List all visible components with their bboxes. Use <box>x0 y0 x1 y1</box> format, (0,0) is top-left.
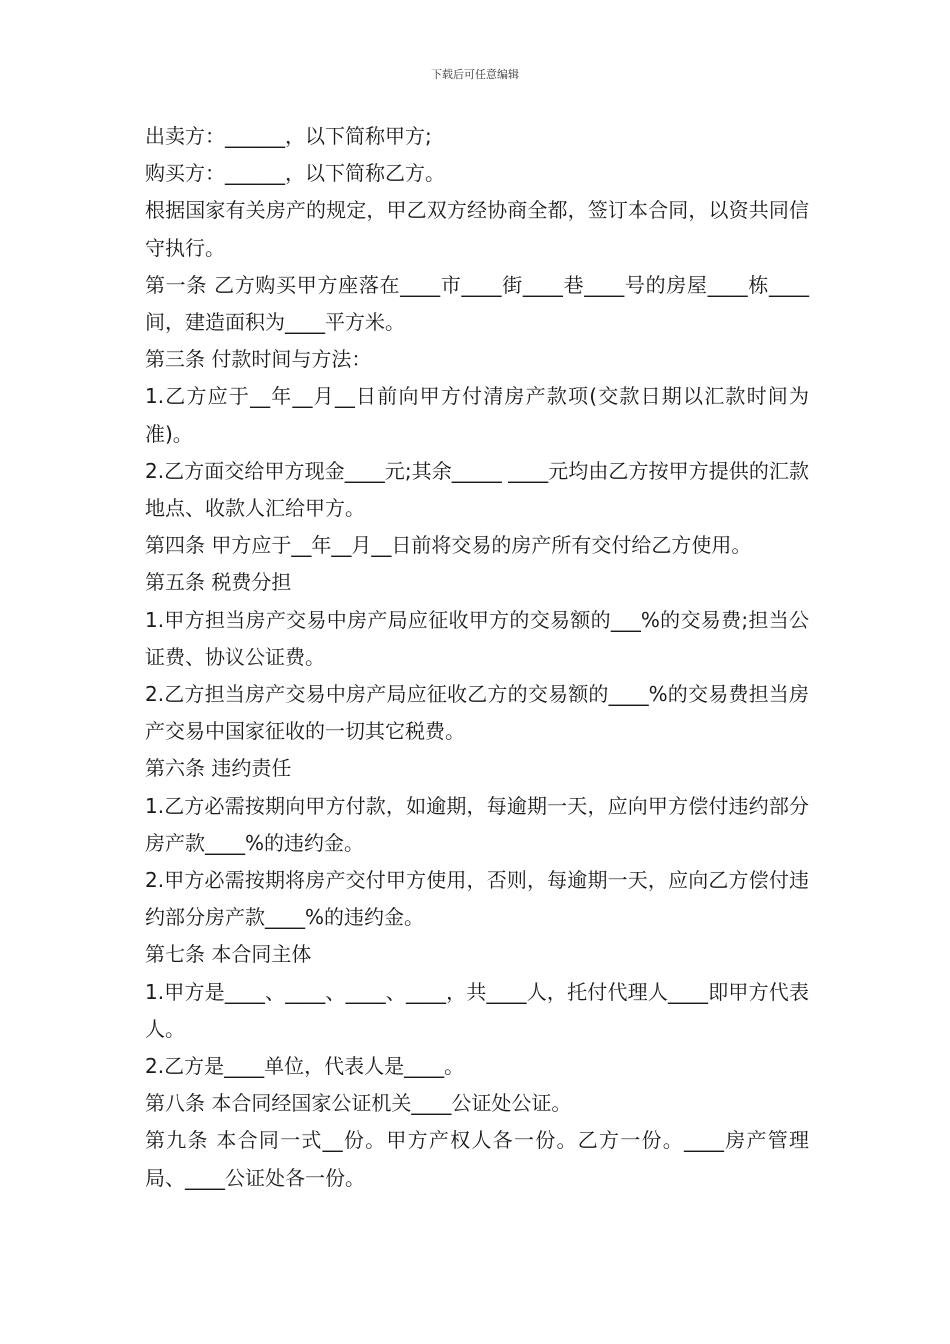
article-6-item-2: 2.甲方必需按期将房产交付甲方使用，否则，每逾期一天，应向乙方偿付违约部分房产款____%的违约金。 <box>145 868 809 930</box>
article-7-heading: 第七条 本合同主体 <box>145 942 312 967</box>
article-5-item-2: 2.乙方担当房产交易中房产局应征收乙方的交易额的____%的交易费担当房产交易中国家征收的一切其它税费。 <box>145 682 809 744</box>
article-1: 第一条 乙方购买甲方座落在____市____街____巷____号的房屋____栋____间，建造面积为____平方米。 <box>145 272 809 335</box>
article-3-item-2: 2.乙方面交给甲方现金____元;其余_____ ____元均由乙方按甲方提供的汇款地点、收款人汇给甲方。 <box>145 458 809 521</box>
seller-line: 出卖方：______，以下简称甲方; <box>145 124 432 148</box>
article-6-heading: 第六条 违约责任 <box>145 756 292 781</box>
article-5-item-1: 1.甲方担当房产交易中房产局应征收甲方的交易额的___%的交易费;担当公证费、协议公证费。 <box>145 607 809 669</box>
article-3-heading: 第三条 付款时间与方法： <box>145 347 372 372</box>
contract-body <box>145 118 809 1197</box>
article-9: 第九条 本合同一式__份。甲方产权人各一份。乙方一份。____房产管理局、____公证处各一份。 <box>145 1128 809 1190</box>
preamble: 根据国家有关房产的规定，甲乙双方经协商全都，签订本合同，以资共同信守执行。 <box>145 198 809 260</box>
page-header: 下载后可任意编辑 <box>431 68 519 81</box>
buyer-line: 购买方：______，以下简称乙方。 <box>145 161 445 186</box>
article-6-item-1: 1.乙方必需按期向甲方付款，如逾期，每逾期一天，应向甲方偿付违约部分房产款____%的违约金。 <box>145 793 809 855</box>
article-3-item-1: 1.乙方应于__年__月__日前向甲方付清房产款项(交款日期以汇款时间为准)。 <box>145 384 809 446</box>
article-8: 第八条 本合同经国家公证机关____公证处公证。 <box>145 1091 572 1116</box>
article-7-item-2: 2.乙方是____单位，代表人是____。 <box>145 1054 465 1079</box>
article-4: 第四条 甲方应于__年__月__日前将交易的房产所有交付给乙方使用。 <box>145 533 752 558</box>
article-5-heading: 第五条 税费分担 <box>145 570 292 595</box>
article-7-item-1: 1.甲方是____、____、____、____，共____人，托付代理人____即甲方代表人。 <box>145 979 809 1041</box>
